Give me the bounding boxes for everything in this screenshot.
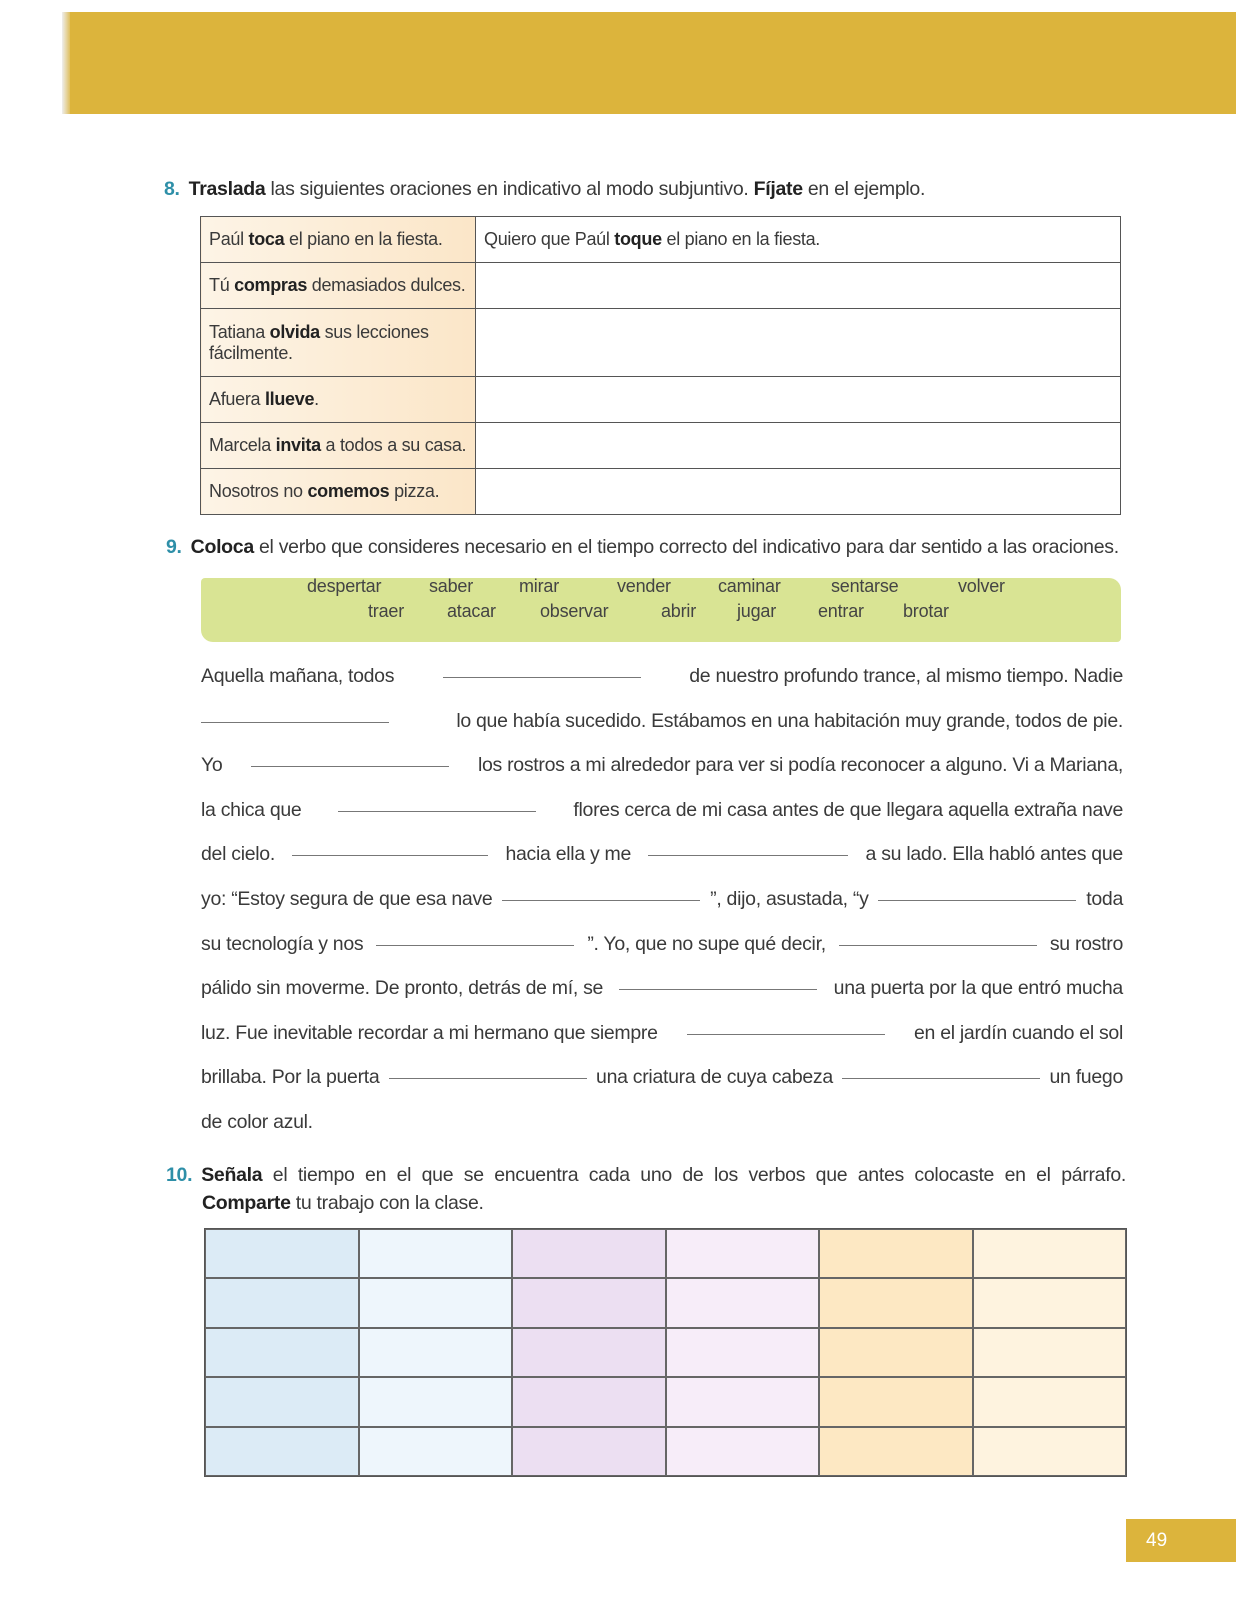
subjunctive-answer-cell[interactable] (476, 469, 1121, 515)
instruction-verb: Fíjate (753, 178, 803, 200)
paragraph-line (201, 877, 1123, 922)
word-bank-item: caminar (718, 576, 781, 596)
table-row (201, 377, 1121, 423)
sentence-text: Nosotros no (209, 481, 308, 501)
sentence-text: demasiados dulces. (307, 275, 466, 295)
paragraph-text: los rostros a mi alrededor para ver si podía reconocer a alguno. Vi a Mariana, (477, 754, 1123, 777)
paragraph-text: lo que había sucedido. Estábamos en una habitación muy grande, todos de pie. (456, 709, 1123, 732)
paragraph-text: toda (1086, 887, 1123, 910)
grid-cell[interactable] (666, 1229, 820, 1278)
grid-cell[interactable] (819, 1229, 973, 1278)
answer-blank[interactable] (839, 944, 1037, 946)
grid-cell[interactable] (512, 1328, 666, 1377)
word-bank-item: traer (368, 601, 405, 621)
paragraph-line (201, 832, 1123, 877)
paragraph-text: luz. Fue inevitable recordar a mi hermano que siempre (201, 1021, 658, 1044)
table-row (201, 309, 1121, 377)
paragraph-text: Yo (201, 754, 223, 777)
header-band (70, 12, 1236, 114)
grid-cell[interactable] (819, 1278, 973, 1327)
exercise-9-number: 9. (166, 536, 182, 558)
verb-highlight: olvida (269, 321, 320, 342)
indicative-sentence (201, 309, 476, 377)
verb-highlight: invita (275, 435, 321, 455)
paragraph-text: flores cerca de mi casa antes de que llegara aquella extraña nave (573, 798, 1123, 821)
paragraph-text: una criatura de cuya cabeza (596, 1066, 833, 1089)
grid-cell[interactable] (819, 1427, 973, 1476)
instruction-text: las siguientes oraciones en indicativo al modo subjuntivo. (265, 178, 754, 200)
subjunctive-answer-cell[interactable] (476, 263, 1121, 309)
grid-cell[interactable] (359, 1427, 513, 1476)
exercise-10-instruction (166, 1161, 1126, 1190)
exercise-9-instruction (166, 533, 1119, 562)
answer-blank[interactable] (648, 854, 848, 856)
sentence-text: Marcela (209, 435, 276, 455)
instruction-verb: Comparte (202, 1192, 291, 1214)
indicative-sentence (201, 423, 476, 469)
paragraph-text: en el jardín cuando el sol (913, 1021, 1123, 1044)
grid-cell[interactable] (205, 1328, 359, 1377)
instruction-text: tu trabajo con la clase. (290, 1192, 484, 1214)
paragraph-text: Aquella mañana, todos (201, 665, 395, 687)
word-bank-item: jugar (737, 601, 777, 621)
paragraph-text: la chica que (201, 798, 302, 821)
sentence-text: Tatiana (209, 321, 270, 342)
exercise-10-grid (204, 1228, 1127, 1477)
paragraph-text: de color azul. (201, 1110, 313, 1133)
grid-cell[interactable] (666, 1377, 820, 1426)
paragraph-line (201, 1011, 1123, 1056)
grid-cell[interactable] (359, 1278, 513, 1327)
sentence-text: . (314, 389, 319, 409)
paragraph-text: de nuestro profundo trance, al mismo tiempo. Nadie (689, 665, 1123, 687)
grid-cell[interactable] (819, 1377, 973, 1426)
word-bank-item: mirar (519, 576, 559, 596)
page-number: 49 (1126, 1519, 1236, 1562)
word-bank (201, 578, 1121, 642)
paragraph-text: ”. Yo, que no supe qué decir, (587, 932, 826, 955)
sentence-text: sus lecciones fácilmente. (209, 321, 429, 363)
grid-cell[interactable] (973, 1229, 1127, 1278)
subjunctive-answer-cell[interactable] (476, 217, 1121, 263)
answer-blank[interactable] (201, 721, 389, 723)
sentence-text: a todos a su casa. (320, 435, 467, 455)
grid-cell[interactable] (205, 1427, 359, 1476)
paragraph-text: ”, dijo, asustada, “y (710, 887, 869, 910)
paragraph-line (201, 1055, 1123, 1100)
grid-cell[interactable] (512, 1427, 666, 1476)
paragraph-line (201, 654, 1123, 699)
fill-in-paragraph (201, 654, 1123, 1145)
answer-blank[interactable] (389, 1077, 587, 1079)
instruction-text: el verbo que consideres necesario en el tiempo correcto del indicativo para dar sentido a las oraciones. (253, 536, 1119, 558)
indicative-sentence (201, 217, 476, 263)
verb-highlight: compras (234, 275, 308, 295)
table-row (201, 217, 1121, 263)
subjunctive-answer-cell[interactable] (476, 377, 1121, 423)
sentence-text: el piano en la fiesta. (661, 229, 821, 249)
answer-blank[interactable] (842, 1077, 1040, 1079)
exercise-8-number: 8. (164, 178, 180, 200)
word-bank-item: sentarse (831, 576, 899, 596)
table-row (201, 263, 1121, 309)
paragraph-text: su rostro (1049, 932, 1123, 955)
grid-cell[interactable] (973, 1427, 1127, 1476)
sentence-text: Tú (209, 275, 235, 295)
subjunctive-answer-cell[interactable] (476, 309, 1121, 377)
grid-cell[interactable] (359, 1377, 513, 1426)
answer-blank[interactable] (502, 899, 700, 901)
paragraph-text: un fuego (1049, 1066, 1123, 1089)
paragraph-text: brillaba. Por la puerta (201, 1066, 380, 1089)
grid-cell[interactable] (512, 1278, 666, 1327)
instruction-text: en el ejemplo. (802, 178, 926, 200)
grid-cell[interactable] (666, 1427, 820, 1476)
grid-cell[interactable] (666, 1278, 820, 1327)
indicative-sentence (201, 377, 476, 423)
grid-cell[interactable] (666, 1328, 820, 1377)
grid-cell[interactable] (973, 1377, 1127, 1426)
exercise-8-table (200, 216, 1121, 515)
word-bank-item: despertar (307, 576, 382, 596)
table-row (201, 469, 1121, 515)
subjunctive-answer-cell[interactable] (476, 423, 1121, 469)
grid-cell[interactable] (359, 1229, 513, 1278)
answer-blank[interactable] (687, 1033, 885, 1035)
answer-blank[interactable] (376, 944, 574, 946)
grid-cell[interactable] (819, 1328, 973, 1377)
sentence-text: Paúl (209, 229, 249, 249)
answer-blank[interactable] (878, 899, 1076, 901)
paragraph-line (201, 699, 1123, 744)
word-bank-item: saber (429, 576, 474, 596)
instruction-verb: Señala (201, 1164, 263, 1186)
verb-highlight: comemos (307, 481, 390, 501)
answer-blank[interactable] (338, 810, 536, 812)
paragraph-text: del cielo. (201, 843, 275, 866)
instruction-verb: Coloca (190, 536, 254, 558)
table-row (201, 423, 1121, 469)
indicative-sentence (201, 263, 476, 309)
paragraph-line (201, 788, 1123, 833)
grid-cell[interactable] (973, 1328, 1127, 1377)
exercise-8-instruction (164, 175, 925, 204)
grid-cell[interactable] (205, 1377, 359, 1426)
answer-blank[interactable] (443, 676, 641, 678)
paragraph-line (201, 1100, 1123, 1145)
paragraph-text: su tecnología y nos (201, 932, 364, 955)
exercise-10-instruction-line2 (202, 1189, 484, 1218)
grid-cell[interactable] (973, 1278, 1127, 1327)
verb-highlight: toca (248, 229, 285, 249)
word-bank-item: vender (617, 576, 671, 596)
answer-blank[interactable] (292, 854, 488, 856)
verb-highlight: llueve (264, 389, 315, 409)
verb-highlight: toque (614, 229, 662, 249)
indicative-sentence (201, 469, 476, 515)
word-bank-item: entrar (818, 601, 864, 621)
paragraph-line (201, 743, 1123, 788)
word-bank-item: volver (958, 576, 1005, 596)
sentence-text: Quiero que Paúl (484, 229, 615, 249)
paragraph-line (201, 966, 1123, 1011)
paragraph-text: pálido sin moverme. De pronto, detrás de mí, se (201, 977, 604, 1000)
paragraph-text: a su lado. Ella habló antes que (865, 843, 1123, 866)
exercise-10-number: 10. (166, 1164, 193, 1186)
grid-cell[interactable] (205, 1278, 359, 1327)
sentence-text: el piano en la fiesta. (284, 229, 443, 249)
grid-cell[interactable] (512, 1229, 666, 1278)
answer-blank[interactable] (251, 765, 449, 767)
instruction-text: el tiempo en el que se encuentra cada uno de los verbos que antes colocaste en el párrafo. (262, 1164, 1126, 1186)
word-bank-item: atacar (447, 601, 496, 621)
grid-cell[interactable] (205, 1229, 359, 1278)
paragraph-text: hacia ella y me (505, 843, 632, 866)
instruction-verb: Traslada (188, 178, 266, 200)
sentence-text: Afuera (209, 389, 265, 409)
sentence-text: pizza. (389, 481, 440, 501)
grid-cell[interactable] (359, 1328, 513, 1377)
word-bank-item: abrir (661, 601, 697, 621)
paragraph-text: una puerta por la que entró mucha (833, 977, 1123, 1000)
paragraph-text: yo: “Estoy segura de que esa nave (201, 887, 493, 910)
word-bank-item: observar (540, 601, 609, 621)
word-bank-item: brotar (903, 601, 949, 621)
grid-cell[interactable] (512, 1377, 666, 1426)
paragraph-line (201, 922, 1123, 967)
answer-blank[interactable] (619, 988, 817, 990)
